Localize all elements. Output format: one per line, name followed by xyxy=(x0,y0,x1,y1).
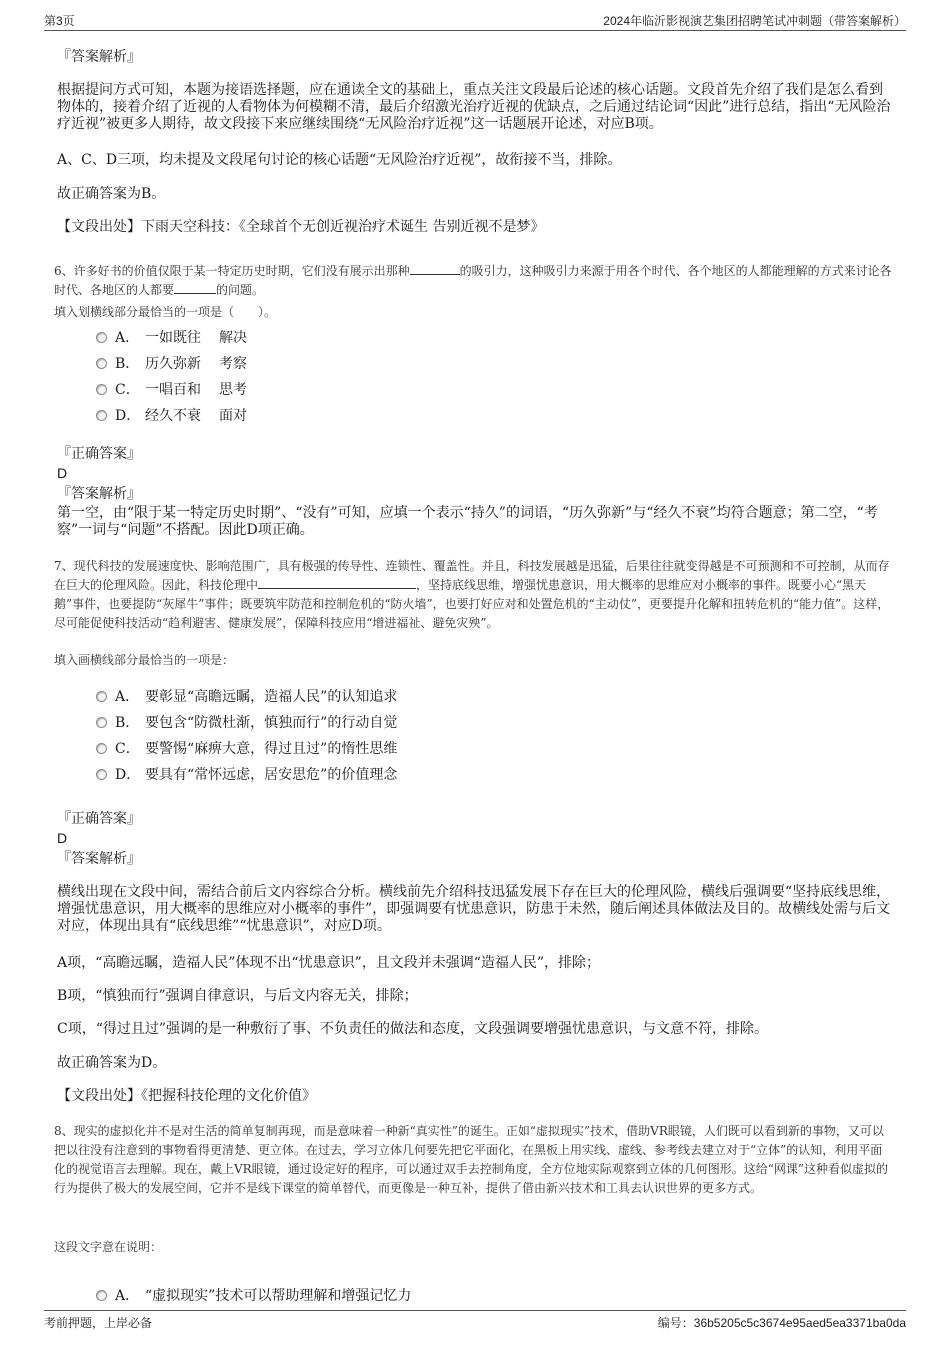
q6-option-a[interactable] xyxy=(96,327,247,347)
option-letter: A． xyxy=(115,330,140,346)
option-letter: D． xyxy=(115,767,141,783)
option-text: 要彰显“高瞻远瞩，造福人民”的认知追求 xyxy=(145,689,398,705)
q7-stem xyxy=(54,557,894,633)
option-word-1: 经久不衰 xyxy=(145,408,201,424)
q6-stem-part-3: 的问题。 xyxy=(216,283,265,297)
option-letter: A． xyxy=(115,1288,140,1304)
q6-analysis-label: 『答案解析』 xyxy=(57,486,141,502)
q5-analysis-para-3: 故正确答案为B。 xyxy=(57,186,166,202)
option-word-2: 面对 xyxy=(219,408,247,424)
q7-analysis-label: 『答案解析』 xyxy=(57,851,141,867)
option-letter: C． xyxy=(115,382,140,398)
q6-option-b[interactable] xyxy=(96,353,247,373)
q6-stem xyxy=(54,262,894,300)
q7-answer: D xyxy=(57,830,68,846)
q6-blank-1 xyxy=(410,262,460,275)
q7-stem-part-1: 7、现代科技的发展速度快、影响范围广，具有极强的传导性、连锁性、覆盖性。并且，科技发展越是迅猛，后果往往就变得越是不可预测和不可控制，从而存在巨大的伦理风险。因此，科技伦理中 xyxy=(54,559,890,592)
q8-stem: 8、现实的虚拟化并不是对生活的简单复制再现，而是意味着一种新“真实性”的诞生。正如“虚拟现实”技术，借助VR眼镜，人们既可以看到新的事物，又可以把以往没有注意到的事物看得更清楚、更立体。在过去，学习立体几何要先把它平面化，在黑板上用实线、虚线、参考线去建立对于“立体”的认知，利用平面化的视觉语言去理解。现在，戴上VR眼镜，通过设定好的程序，可以通过双手去控制角度，全方位地实际观察到立体的几何图形。这给“网课”这种看似虚拟的行为提供了极大的发展空间，它并不是线下课堂的简单替代，而更像是一种互补，提供了借由新兴技术和工具去认识世界的更多方式。 xyxy=(54,1124,888,1195)
q6-answer: D xyxy=(57,465,68,481)
option-word-2: 解决 xyxy=(219,330,247,346)
q7-option-b[interactable] xyxy=(96,712,397,732)
option-letter: B． xyxy=(115,715,140,731)
q7-option-c[interactable] xyxy=(96,738,397,758)
q7-source: 【文段出处】《把握科技伦理的文化价值》 xyxy=(57,1088,316,1104)
document-title: 2024年临沂影视演艺集团招聘笔试冲刺题（带答案解析） xyxy=(603,14,906,28)
option-letter: B． xyxy=(115,356,140,372)
q7-analysis-para-5: 故正确答案为D。 xyxy=(57,1055,167,1071)
option-text: 要包含“防微杜渐，慎独而行”的行动自觉 xyxy=(145,715,398,731)
q6-option-d[interactable] xyxy=(96,405,247,425)
q7-answer-label: 『正确答案』 xyxy=(57,811,141,827)
header-rule xyxy=(44,30,906,31)
option-word-2: 思考 xyxy=(219,382,247,398)
option-word-2: 考察 xyxy=(219,356,247,372)
q6-answer-label: 『正确答案』 xyxy=(57,446,141,462)
radio-button-icon[interactable] xyxy=(96,384,107,395)
option-letter: D． xyxy=(115,408,141,424)
radio-button-icon[interactable] xyxy=(96,691,107,702)
option-text: 要警惕“麻痹大意，得过且过”的惰性思维 xyxy=(145,741,398,757)
q5-source: 【文段出处】下雨天空科技：《全球首个无创近视治疗术诞生 告别近视不是梦》 xyxy=(57,219,545,235)
q7-option-a[interactable] xyxy=(96,686,397,706)
option-letter: C． xyxy=(115,741,140,757)
option-word-1: 历久弥新 xyxy=(145,356,201,372)
q7-analysis-para-2: A项，“高瞻远瞩，造福人民”体现不出“忧患意识”，且文段并未强调“造福人民”，排除； xyxy=(57,955,601,971)
q6-analysis: 第一空，由“限于某一特定历史时期”、“没有”可知，应填一个表示“持久”的词语，“历久弥新”与“经久不衰”均符合题意；第二空，“考察”一词与“问题”不搭配。因此D项正确。 xyxy=(57,505,878,538)
radio-button-icon[interactable] xyxy=(96,769,107,780)
footer-slogan: 考前押题，上岸必备 xyxy=(44,1316,153,1330)
code-label: 编号： xyxy=(657,1316,694,1330)
q7-analysis-para-4: C项，“得过且过”强调的是一种敷衍了事、不负责任的做法和态度，文段强调要增强忧患意识，与文意不符，排除。 xyxy=(57,1021,769,1037)
q7-analysis-para-1: 横线出现在文段中间，需结合前后文内容综合分析。横线前先介绍科技迅猛发展下存在巨大的伦理风险，横线后强调要“坚持底线思维，增强忧患意识，用大概率的思维应对小概率的事件”，即强调要有忧患意识，防患于未然，随后阐述具体做法及目的。故横线处需与后文对应，体现出具有“底线思维”“忧患意识”，对应D项。 xyxy=(57,884,891,934)
q5-analysis-para-2: A、C、D三项，均未提及文段尾句讨论的核心话题“无风险治疗近视”，故衔接不当，排除。 xyxy=(57,152,622,168)
page-number: 第3页 xyxy=(44,14,75,28)
q5-analysis-label: 『答案解析』 xyxy=(57,49,141,65)
option-letter: A． xyxy=(115,689,140,705)
q6-blank-2 xyxy=(174,281,216,294)
q8-prompt: 这段文字意在说明： xyxy=(54,1240,163,1254)
q6-prompt: 填入划横线部分最恰当的一项是（ ）。 xyxy=(54,305,277,319)
q8-option-a[interactable] xyxy=(96,1285,411,1305)
footer-document-code xyxy=(658,1314,906,1331)
option-word-1: 一如既往 xyxy=(145,330,201,346)
q7-analysis-para-3: B项，“慎独而行”强调自律意识，与后文内容无关，排除； xyxy=(57,988,418,1004)
q7-blank xyxy=(258,576,416,589)
radio-button-icon[interactable] xyxy=(96,358,107,369)
q6-stem-part-1: 6、许多好书的价值仅限于某一特定历史时期，它们没有展示出那种 xyxy=(54,264,410,278)
code-value: 36b5205c5c3674e95aed5ea3371ba0da xyxy=(693,1316,906,1330)
q7-stem-part-2: ，坚持底线思维，增强忧患意识，用大概率的思维应对小概率的事件。既要小心“黑天鹅”事件，也要提防“灰犀牛”事件；既要筑牢防范和控制危机的“防火墙”，也要打好应对和处置危机的“主动仗”，更要提升化解和扭转危机的“能力值”。这样，尽可能促使科技活动“趋利避害、健康发展”，保障科技应用“增进福祉、避免灾殃”。 xyxy=(54,578,890,630)
footer-rule xyxy=(44,1310,906,1311)
q7-option-d[interactable] xyxy=(96,764,397,784)
option-word-1: 一唱百和 xyxy=(145,382,201,398)
radio-button-icon[interactable] xyxy=(96,717,107,728)
q6-option-c[interactable] xyxy=(96,379,247,399)
option-text: 要具有“常怀远虑，居安思危”的价值理念 xyxy=(145,767,398,783)
q5-analysis-para-1: 根据提问方式可知，本题为接语选择题，应在通读全文的基础上，重点关注文段最后论述的核心话题。文段首先介绍了我们是怎么看到物体的，接着介绍了近视的人看物体为何模糊不清，最后介绍激光治疗近视的优缺点，之后通过结论词“因此”进行总结，指出“无风险治疗近视”被更多人期待，故文段接下来应继续围绕“无风险治疗近视”这一话题展开论述，对应B项。 xyxy=(57,82,891,132)
radio-button-icon[interactable] xyxy=(96,743,107,754)
q7-prompt: 填入画横线部分最恰当的一项是： xyxy=(54,653,235,667)
radio-button-icon[interactable] xyxy=(96,410,107,421)
q6-stem-part-2: 的吸引力，这种吸引力来源于用各个时代、各个地区的人都能理解的方式来讨论各时代、各地区的人都要 xyxy=(54,264,892,297)
option-text: “虚拟现实”技术可以帮助理解和增强记忆力 xyxy=(145,1288,412,1304)
radio-button-icon[interactable] xyxy=(96,1290,107,1301)
radio-button-icon[interactable] xyxy=(96,332,107,343)
